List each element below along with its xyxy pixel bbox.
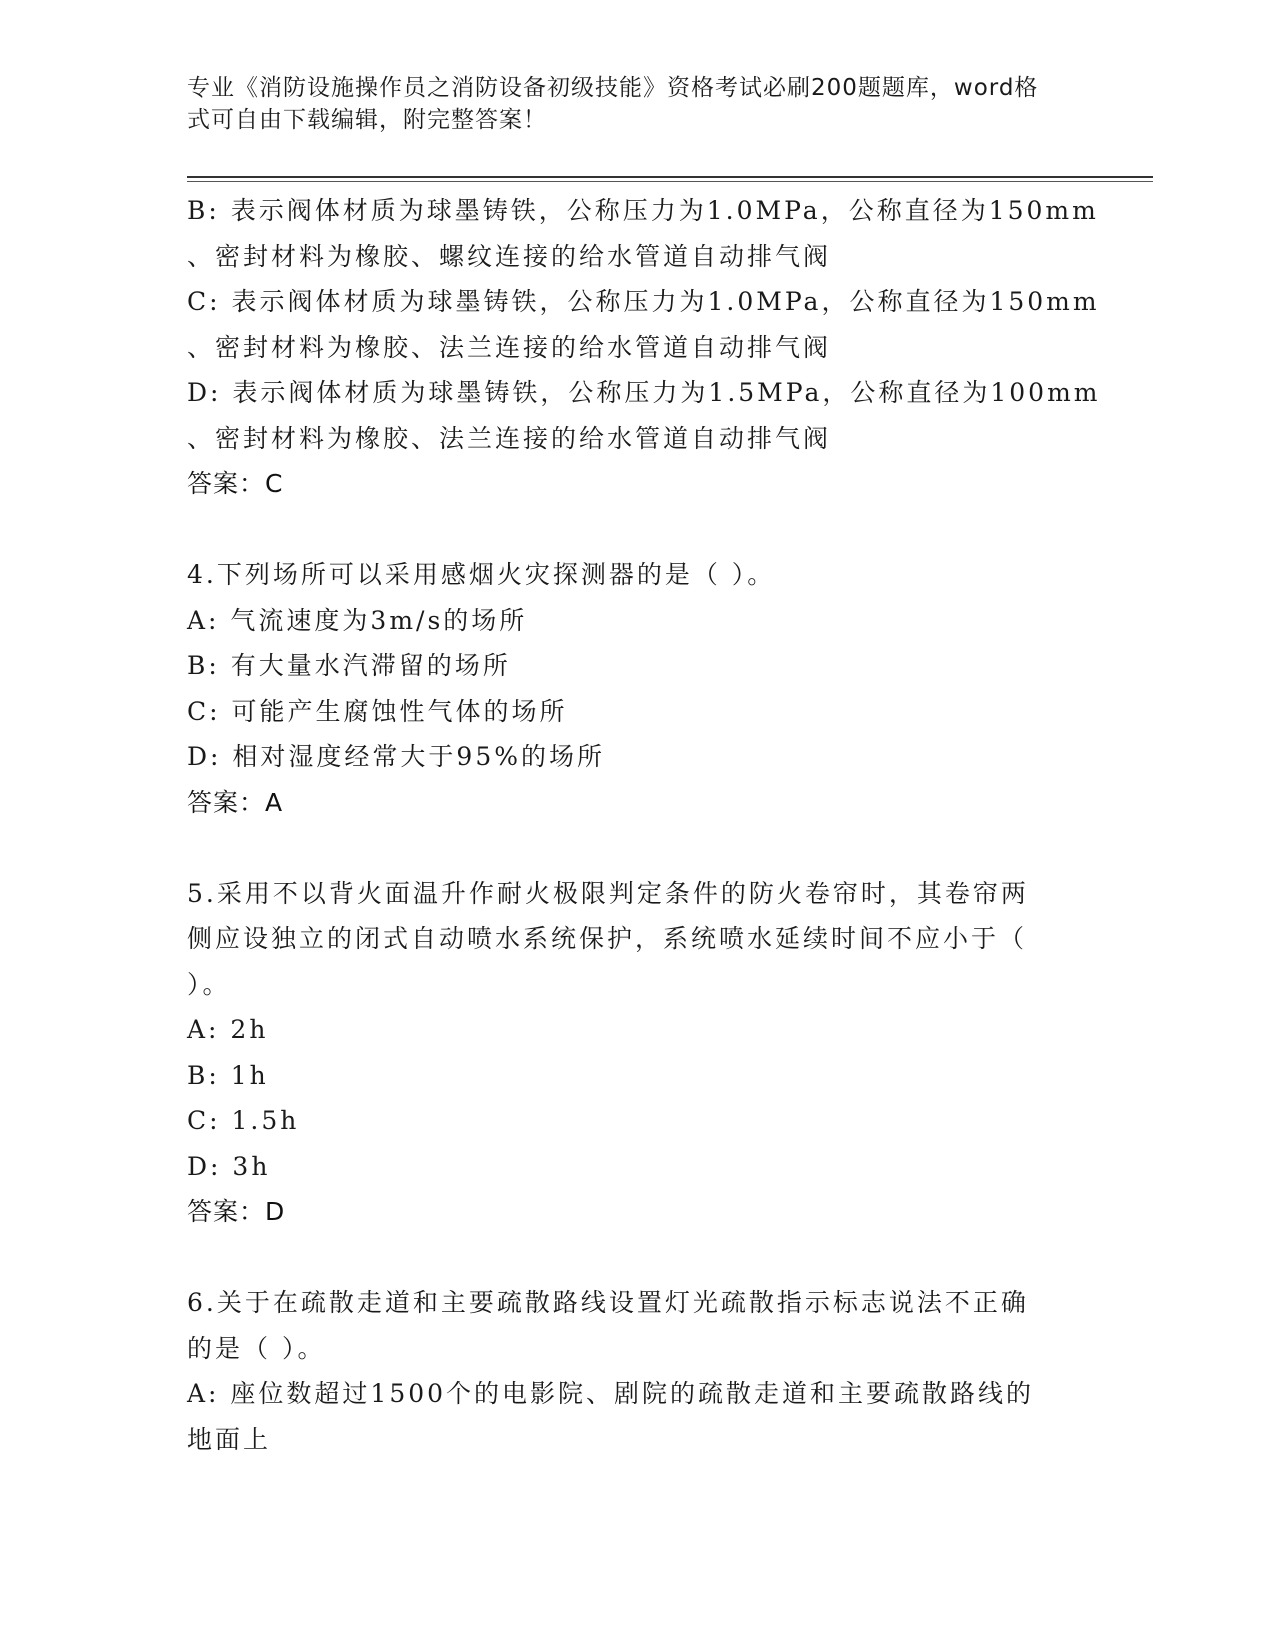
q4-option-b: B: 有大量水汽滞留的场所 <box>187 651 511 680</box>
q5-option-a: A: 2h <box>187 1015 269 1044</box>
question-5-block <box>187 871 1087 1235</box>
header-line-2: 式可自由下载编辑，附完整答案！ <box>187 107 547 133</box>
q6-option-a-line1: A: 座位数超过1500个的电影院、剧院的疏散走道和主要疏散路线的 <box>187 1379 1035 1408</box>
document-header <box>187 72 1067 136</box>
question-3-block <box>187 188 1101 507</box>
q4-answer: 答案：A <box>187 787 284 817</box>
q3-option-c-line2: 、密封材料为橡胶、法兰连接的给水管道自动排气阀 <box>187 332 832 362</box>
spacer <box>187 507 1087 553</box>
q5-option-d: D: 3h <box>187 1151 271 1181</box>
q5-answer: 答案：D <box>187 1197 286 1226</box>
q6-option-a-line2: 地面上 <box>187 1424 272 1454</box>
q6-question-line2: 的是（ ）。 <box>187 1333 326 1363</box>
spacer <box>187 825 1087 871</box>
q3-option-c-line1: C: 表示阀体材质为球墨铸铁，公称压力为1.0MPa，公称直径为150mm <box>187 287 1100 316</box>
question-4-block <box>187 552 1087 825</box>
question-content <box>187 188 1101 1462</box>
q4-option-d: D: 相对湿度经常大于95%的场所 <box>187 742 605 771</box>
q5-option-b: B: 1h <box>187 1060 269 1090</box>
q5-question-line2: 侧应设独立的闭式自动喷水系统保护，系统喷水延续时间不应小于（ <box>187 924 1028 953</box>
q5-question-line3: ）。 <box>187 969 231 999</box>
q3-option-b-line2: 、密封材料为橡胶、螺纹连接的给水管道自动排气阀 <box>187 241 832 271</box>
q4-question: 4.下列场所可以采用感烟火灾探测器的是（ ）。 <box>187 560 776 589</box>
q4-option-a: A: 气流速度为3m/s的场所 <box>187 605 528 635</box>
question-6-block <box>187 1280 1087 1462</box>
q3-option-b-line1: B: 表示阀体材质为球墨铸铁，公称压力为1.0MPa，公称直径为150mm <box>187 196 1099 225</box>
q3-answer: 答案：C <box>187 469 284 498</box>
q3-option-d-line2: 、密封材料为橡胶、法兰连接的给水管道自动排气阀 <box>187 423 832 453</box>
header-divider <box>187 176 1153 178</box>
spacer <box>187 1235 1087 1281</box>
q5-question-line1: 5.采用不以背火面温升作耐火极限判定条件的防火卷帘时，其卷帘两 <box>187 878 1029 908</box>
q5-option-c: C: 1.5h <box>187 1106 300 1135</box>
header-line-1: 专业《消防设施操作员之消防设备初级技能》资格考试必刷200题题库，word格 <box>187 75 1039 101</box>
header-divider-thin <box>187 181 1153 182</box>
q6-question-line1: 6.关于在疏散走道和主要疏散路线设置灯光疏散指示标志说法不正确 <box>187 1288 1029 1317</box>
q4-option-c: C: 可能产生腐蚀性气体的场所 <box>187 696 568 726</box>
q3-option-d-line1: D: 表示阀体材质为球墨铸铁，公称压力为1.5MPa，公称直径为100mm <box>187 378 1101 407</box>
